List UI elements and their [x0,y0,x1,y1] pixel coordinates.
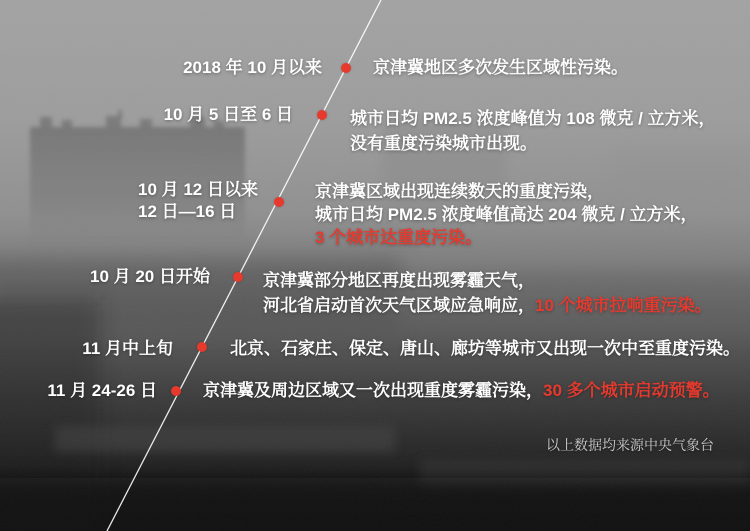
description-text: 城市日均 PM2.5 浓度峰值高达 204 微克 / 立方米， [315,205,698,224]
entry-description [350,106,716,156]
description-text: 城市日均 PM2.5 浓度峰值为 108 微克 / 立方米， [350,109,716,128]
timeline-dot [274,197,284,207]
date-text: 10 月 20 日开始 [90,267,210,286]
description-line [350,106,716,131]
entry-description [373,59,628,77]
description-text: 京津冀地区多次发生区域性污染。 [373,58,628,77]
description-line [350,131,716,156]
entry-date [164,106,293,124]
entry-description [263,268,712,318]
entry-date [47,382,157,400]
entry-description [203,382,720,400]
date-text: 2018 年 10 月以来 [183,58,322,77]
description-line [263,268,712,293]
description-line [203,382,720,400]
description-highlight: 3 个城市达重度污染。 [315,228,483,247]
description-text: 没有重度污染城市出现。 [350,134,537,153]
timeline-dot [233,272,243,282]
description-line [263,293,712,318]
date-text: 12 日—16 日 [138,202,237,221]
date-text: 11 月中上旬 [82,339,173,358]
description-text: 京津冀部分地区再度出现雾霾天气， [263,271,535,290]
date-text: 10 月 5 日至 6 日 [163,105,293,124]
data-source-note: 以上数据均来源中央气象台 [546,437,714,453]
description-line [230,340,740,358]
entry-date [138,179,258,223]
description-text: 河北省启动首次天气区域应急响应， [263,296,535,315]
description-text: 京津冀区域出现连续数天的重度污染， [315,182,604,201]
timeline-dot [317,110,327,120]
date-text: 10 月 12 日以来 [138,180,258,199]
entry-date [90,268,210,286]
timeline-dot [341,63,351,73]
entry-description [315,180,698,249]
timeline-dot [197,342,207,352]
description-line [315,226,698,249]
entry-date [183,59,322,77]
description-highlight: 30 多个城市启动预警。 [543,381,720,400]
description-highlight: 10 个城市拉响重污染。 [535,296,712,315]
entry-description [230,340,740,358]
date-text: 11 月 24-26 日 [47,381,157,400]
entry-date [82,340,173,358]
timeline-dot [171,386,181,396]
description-line [373,59,628,77]
description-text: 北京、石家庄、保定、唐山、廊坊等城市又出现一次中至重度污染。 [230,339,740,358]
description-line [315,203,698,226]
description-text: 京津冀及周边区域又一次出现重度雾霾污染， [203,381,543,400]
description-line [315,180,698,203]
